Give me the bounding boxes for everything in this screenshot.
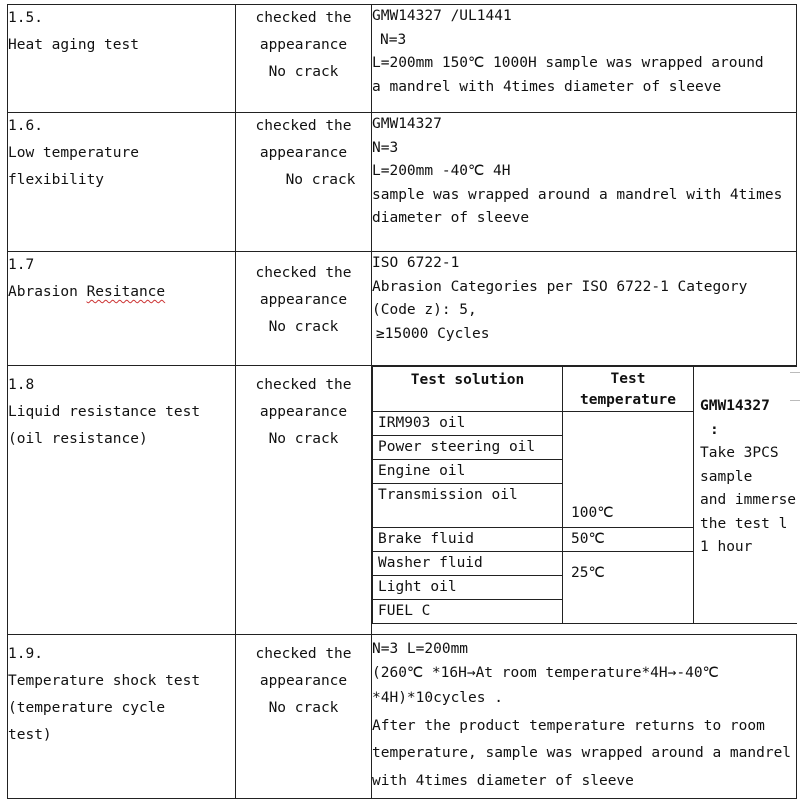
- method-line: ≥15000 Cycles: [376, 325, 490, 342]
- liquid-test-cell: [372, 366, 797, 635]
- method-line: diameter of sleeve: [372, 210, 530, 226]
- method-line: *4H)*10cycles .: [372, 690, 503, 706]
- criteria-result: No crack: [268, 700, 339, 716]
- method-cell: [372, 113, 797, 252]
- criteria-line: appearance: [259, 145, 348, 161]
- solution-name: Light oil: [373, 576, 563, 600]
- criteria-cell: [236, 366, 372, 635]
- method-line: N=3: [372, 139, 399, 156]
- standard-colon: :: [710, 421, 719, 438]
- criteria-line: checked the: [255, 377, 352, 393]
- criteria-line: appearance: [259, 673, 348, 689]
- header-temp-line: temperature: [579, 392, 677, 408]
- criteria-result: No crack: [268, 319, 339, 335]
- criteria-line: appearance: [259, 404, 348, 420]
- test-title: test): [8, 727, 52, 743]
- test-item-cell: [8, 252, 236, 366]
- procedure-line: Take 3PCS: [700, 445, 779, 461]
- method-line: N=3: [380, 31, 407, 48]
- test-title: Heat aging test: [8, 37, 139, 53]
- test-spec-table: [7, 4, 797, 799]
- temp-25-cell: 25℃: [563, 552, 694, 624]
- test-item-cell: [8, 5, 236, 113]
- faint-gridline: [790, 372, 800, 373]
- criteria-cell: [236, 252, 372, 366]
- method-line: (Code z): 5,: [372, 302, 477, 318]
- solution-name: IRM903 oil: [373, 412, 563, 436]
- table-row: [8, 113, 797, 252]
- method-line: temperature, sample was wrapped around a mandrel: [372, 745, 792, 761]
- procedure-cell: [694, 367, 797, 624]
- table-row: [8, 366, 797, 635]
- test-spec-sheet: [7, 4, 797, 799]
- criteria-line: checked the: [255, 10, 352, 26]
- method-line: a mandrel with 4times diameter of sleeve: [372, 78, 722, 95]
- method-line: ISO 6722-1: [372, 255, 460, 271]
- header-temp-line: Test: [610, 371, 646, 387]
- test-title: Temperature shock test: [8, 673, 201, 689]
- test-number: 1.7: [8, 257, 35, 273]
- solution-name: Transmission oil: [373, 484, 563, 528]
- liquid-header-row: [373, 367, 797, 412]
- method-line: After the product temperature returns to room: [372, 717, 765, 734]
- solution-name: Brake fluid: [373, 528, 563, 552]
- criteria-line: checked the: [255, 118, 352, 134]
- liquid-resistance-table: [372, 366, 797, 624]
- misspelled-word: Resitance: [86, 284, 166, 300]
- test-title: flexibility: [8, 172, 105, 188]
- criteria-line: checked the: [255, 265, 352, 281]
- method-cell: [372, 252, 797, 366]
- test-item-cell: [8, 366, 236, 635]
- method-line: Abrasion Categories per ISO 6722-1 Category: [372, 278, 748, 295]
- procedure-line: and immerse: [700, 492, 797, 508]
- test-item-cell: [8, 635, 236, 799]
- procedure-line: sample: [700, 468, 753, 485]
- table-row: [8, 5, 797, 113]
- faint-gridline: [790, 400, 800, 401]
- test-title: Liquid resistance test: [8, 404, 201, 420]
- table-row: [8, 635, 797, 799]
- criteria-result: No crack: [268, 431, 339, 447]
- test-number: 1.9.: [8, 646, 43, 662]
- method-line: L=200mm 150℃ 1000H sample was wrapped around: [372, 55, 764, 71]
- procedure-line: 1 hour: [700, 539, 753, 555]
- criteria-result: No crack: [285, 172, 356, 188]
- criteria-result: No crack: [268, 64, 339, 80]
- criteria-line: appearance: [259, 292, 348, 308]
- method-line: (260℃ *16H→At room temperature*4H→-40℃: [372, 665, 719, 681]
- criteria-cell: [236, 5, 372, 113]
- test-title: (temperature cycle: [8, 700, 166, 716]
- solution-name: FUEL C: [373, 600, 563, 624]
- header-test-solution: Test solution: [373, 367, 563, 412]
- method-line: GMW14327: [372, 116, 442, 132]
- test-number: 1.5.: [8, 10, 43, 26]
- method-cell: [372, 635, 797, 799]
- criteria-cell: [236, 113, 372, 252]
- criteria-line: appearance: [259, 37, 348, 53]
- test-number: 1.8: [8, 377, 35, 393]
- solution-name: Power steering oil: [373, 436, 563, 460]
- method-line: GMW14327 /UL1441: [372, 8, 512, 24]
- method-line: N=3 L=200mm: [372, 641, 469, 657]
- method-cell: [372, 5, 797, 113]
- temp-50-cell: 50℃: [563, 528, 694, 552]
- test-title: Low temperature: [8, 145, 139, 161]
- procedure-line: the test l: [700, 515, 788, 532]
- test-number: 1.6.: [8, 118, 43, 134]
- test-item-cell: [8, 113, 236, 252]
- method-line: sample was wrapped around a mandrel with 4times: [372, 186, 783, 203]
- criteria-line: checked the: [255, 646, 352, 662]
- table-row: [8, 252, 797, 366]
- header-test-temperature: [563, 367, 694, 412]
- criteria-cell: [236, 635, 372, 799]
- method-line: L=200mm -40℃ 4H: [372, 163, 511, 179]
- method-line: with 4times diameter of sleeve: [372, 772, 634, 789]
- test-title: [8, 279, 235, 306]
- test-title: (oil resistance): [8, 431, 148, 447]
- solution-name: Engine oil: [373, 460, 563, 484]
- solution-name: Washer fluid: [373, 552, 563, 576]
- test-title-part: Abrasion: [8, 284, 87, 300]
- temp-100-cell: 100℃: [563, 412, 694, 528]
- standard-code: GMW14327: [700, 398, 770, 414]
